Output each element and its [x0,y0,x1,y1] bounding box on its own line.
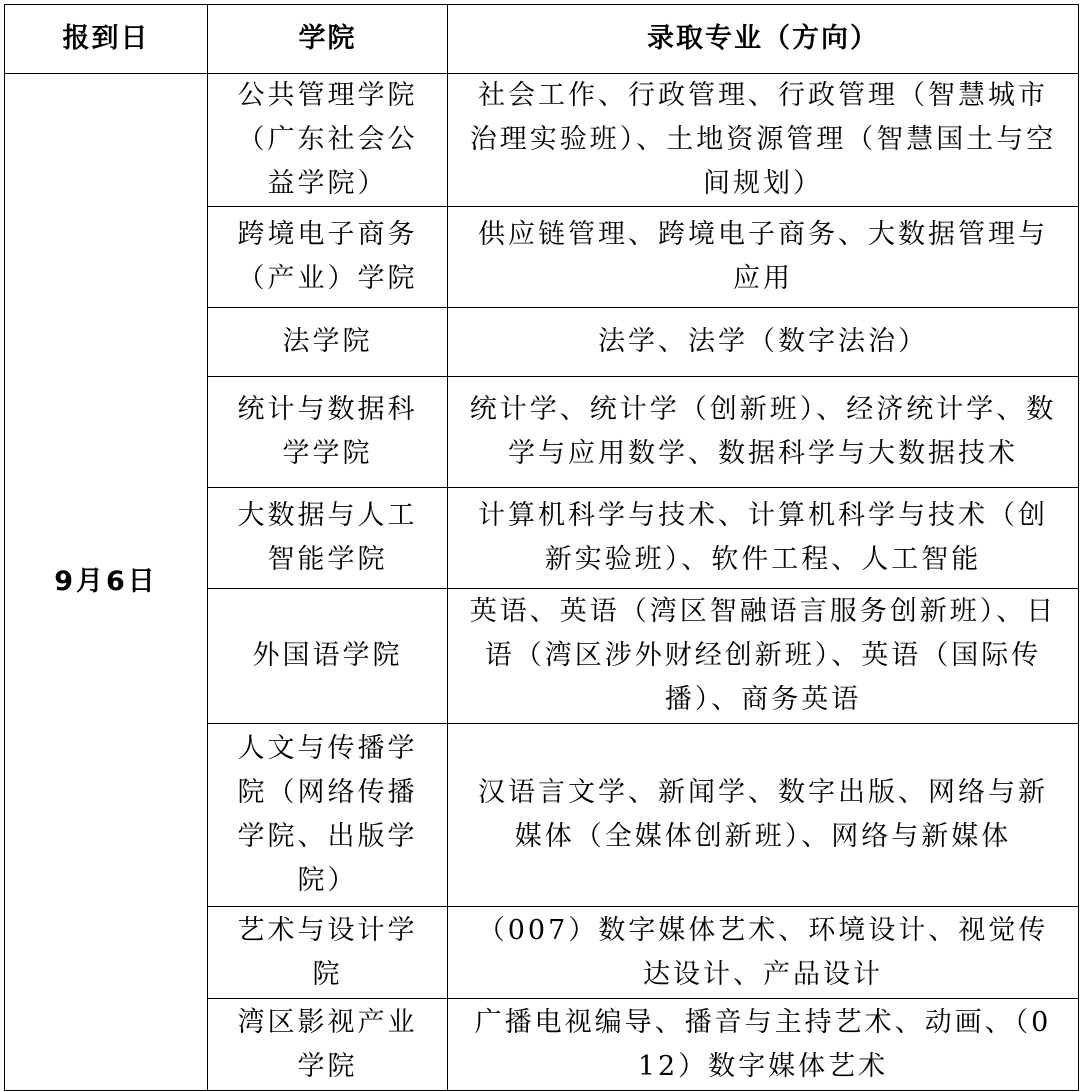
college-cell: 外国语学院 [208,589,448,724]
report-date-cell: 9月6日 [5,74,208,1091]
majors-cell: 汉语言文学、新闻学、数字出版、网络与新媒体（全媒体创新班）、网络与新媒体 [448,724,1079,907]
majors-cell: 供应链管理、跨境电子商务、大数据管理与应用 [448,207,1079,308]
college-cell: 统计与数据科学学院 [208,377,448,488]
header-majors: 录取专业（方向） [448,5,1079,74]
table-row [5,74,1079,207]
header-college: 学院 [208,5,448,74]
college-cell: 湾区影视产业学院 [208,999,448,1091]
college-cell: 大数据与人工智能学院 [208,488,448,589]
college-cell: 公共管理学院（广东社会公益学院） [208,74,448,207]
majors-cell: 广播电视编导、播音与主持艺术、动画、（012）数字媒体艺术 [448,999,1079,1091]
header-date: 报到日 [5,5,208,74]
majors-cell: 统计学、统计学（创新班）、经济统计学、数学与应用数学、数据科学与大数据技术 [448,377,1079,488]
college-cell: 人文与传播学院（网络传播学院、出版学院） [208,724,448,907]
table-header-row [5,5,1079,74]
majors-cell: 英语、英语（湾区智融语言服务创新班）、日语（湾区涉外财经创新班）、英语（国际传播）、商务英语 [448,589,1079,724]
majors-cell: 计算机科学与技术、计算机科学与技术（创新实验班）、软件工程、人工智能 [448,488,1079,589]
college-cell: 跨境电子商务（产业）学院 [208,207,448,308]
college-cell: 法学院 [208,308,448,377]
college-cell: 艺术与设计学院 [208,907,448,999]
majors-cell: 社会工作、行政管理、行政管理（智慧城市治理实验班）、土地资源管理（智慧国土与空间规划） [448,74,1079,207]
enrollment-schedule-table [4,4,1079,1091]
majors-cell: （007）数字媒体艺术、环境设计、视觉传达设计、产品设计 [448,907,1079,999]
majors-cell: 法学、法学（数字法治） [448,308,1079,377]
